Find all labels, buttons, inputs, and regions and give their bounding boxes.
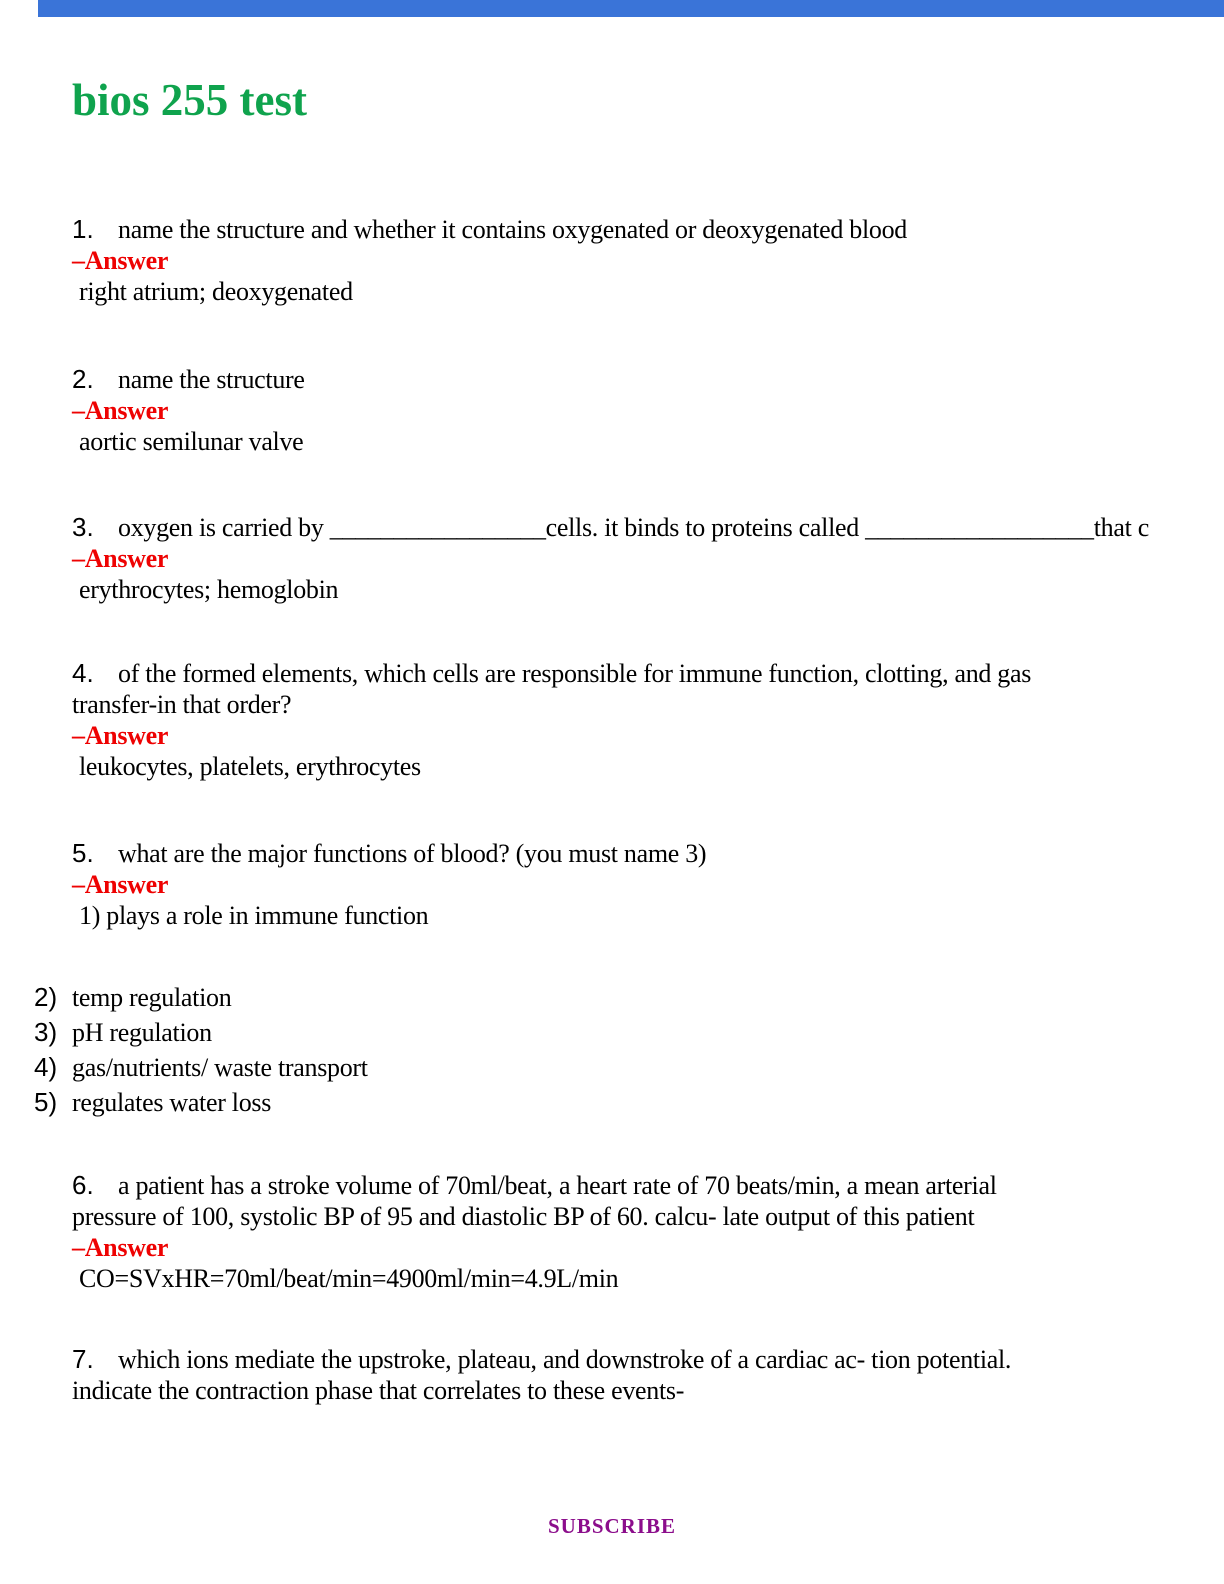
question-block-2 xyxy=(72,364,1224,457)
top-blue-bar xyxy=(38,0,1224,17)
question-number: 7. xyxy=(72,1344,94,1374)
footer xyxy=(0,1514,1224,1539)
answer-label: –Answer xyxy=(72,544,169,573)
list-item-number: 3) xyxy=(34,1017,58,1047)
question-number: 6. xyxy=(72,1170,94,1200)
answer-label: –Answer xyxy=(72,721,169,750)
question-block-7 xyxy=(72,1344,1224,1406)
question-text xyxy=(72,1170,1224,1201)
question-number: 2. xyxy=(72,364,94,394)
question-line: of the formed elements, which cells are responsible for immune function, clotting, and gas xyxy=(118,659,1032,688)
question-line: name the structure xyxy=(118,365,305,394)
list-item xyxy=(34,980,368,1015)
answer-label: –Answer xyxy=(72,870,169,899)
subscribe-link[interactable]: SUBSCRIBE xyxy=(547,1514,677,1538)
answer-label: –Answer xyxy=(72,246,169,275)
list-item xyxy=(34,1015,368,1050)
question-number: 4. xyxy=(72,658,94,688)
list-item-text: gas/nutrients/ waste transport xyxy=(72,1053,368,1082)
question-number: 3. xyxy=(72,512,94,542)
question-line: oxygen is carried by _________________cells. it binds to proteins called __________________that c xyxy=(118,513,1149,542)
question-text-continued: pressure of 100, systolic BP of 95 and diastolic BP of 60. calcu- late output of this patient xyxy=(72,1202,975,1231)
question-line: a patient has a stroke volume of 70ml/beat, a heart rate of 70 beats/min, a mean arterial xyxy=(118,1171,997,1200)
answer-continuation-list xyxy=(34,980,368,1120)
answer-text: leukocytes, platelets, erythrocytes xyxy=(79,752,421,781)
list-item-number: 5) xyxy=(34,1087,58,1117)
question-block-3 xyxy=(72,512,1224,605)
question-text-continued: transfer-in that order? xyxy=(72,690,292,719)
question-block-1 xyxy=(72,214,1224,307)
page-title: bios 255 test xyxy=(72,75,307,125)
question-line: which ions mediate the upstroke, plateau, and downstroke of a cardiac ac- tion potential. xyxy=(118,1345,1012,1374)
answer-text: right atrium; deoxygenated xyxy=(79,277,353,306)
question-block-6 xyxy=(72,1170,1224,1294)
question-text xyxy=(72,364,1224,395)
list-item-text: temp regulation xyxy=(72,983,232,1012)
question-text xyxy=(72,214,1224,245)
list-item-text: pH regulation xyxy=(72,1018,212,1047)
list-item-number: 4) xyxy=(34,1052,58,1082)
answer-text: CO=SVxHR=70ml/beat/min=4900ml/min=4.9L/min xyxy=(79,1264,619,1293)
answer-text: erythrocytes; hemoglobin xyxy=(79,575,339,604)
question-number: 5. xyxy=(72,838,94,868)
list-item xyxy=(34,1085,368,1120)
list-item-number: 2) xyxy=(34,982,58,1012)
question-block-4 xyxy=(72,658,1224,782)
question-line: name the structure and whether it contains oxygenated or deoxygenated blood xyxy=(118,215,908,244)
question-text xyxy=(72,838,1224,869)
question-block-5 xyxy=(72,838,1224,931)
question-text xyxy=(72,1344,1224,1375)
question-text xyxy=(72,512,1224,543)
question-line: what are the major functions of blood? (you must name 3) xyxy=(118,839,707,868)
question-text-continued: indicate the contraction phase that correlates to these events- xyxy=(72,1376,685,1405)
question-text xyxy=(72,658,1224,689)
list-item xyxy=(34,1050,368,1085)
list-item-text: regulates water loss xyxy=(72,1088,272,1117)
answer-label: –Answer xyxy=(72,396,169,425)
answer-text: aortic semilunar valve xyxy=(79,427,304,456)
answer-text: 1) plays a role in immune function xyxy=(79,901,429,930)
question-number: 1. xyxy=(72,214,94,244)
answer-label: –Answer xyxy=(72,1233,169,1262)
